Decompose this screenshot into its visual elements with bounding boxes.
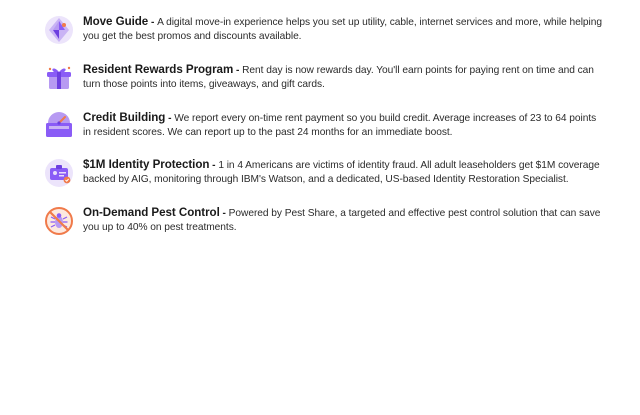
compass-icon [44,15,74,45]
title-separator: - [219,208,229,219]
feature-description: Rent day is now rewards day. You'll earn points for paying rent on time and can turn those points into items, giveaways, and gift cards. [83,65,594,90]
feature-pest-control [44,206,604,236]
no-pests-icon [44,206,74,236]
feature-text [83,15,604,43]
feature-description: Powered by Pest Share, a targeted and effective pest control solution that can save you up to 40% on pest treatments. [83,208,601,233]
feature-text [83,206,604,234]
feature-resident-rewards [44,63,604,93]
feature-text [83,63,604,91]
identity-protection-icon [44,158,74,188]
feature-title: $1M Identity Protection [83,158,210,171]
feature-text [83,158,604,186]
feature-credit-building [44,111,604,141]
title-separator: - [148,17,158,28]
feature-title: Credit Building [83,111,166,124]
title-separator: - [233,65,243,76]
feature-title: Move Guide [83,15,149,28]
credit-score-icon [44,111,74,141]
gift-icon [44,63,74,93]
title-separator: - [165,113,175,124]
feature-move-guide [44,15,604,45]
feature-text [83,111,604,139]
feature-title: On-Demand Pest Control [83,206,220,219]
title-separator: - [209,160,219,171]
feature-identity-protection [44,158,604,188]
feature-description: A digital move-in experience helps you set up utility, cable, internet services and more, while helping you get the best promos and discounts available. [83,17,602,42]
feature-title: Resident Rewards Program [83,63,234,76]
feature-description: We report every on-time rent payment so you build credit. Average increases of 23 to 64 points in resident scores. We can report up to the past 24 months for an immediate boost. [83,113,597,138]
feature-description: 1 in 4 Americans are victims of identity fraud. All adult leaseholders get $1M coverage backed by AIG, monitoring through IBM's Watson, and a dedicated, US-based Identity Restoration Specialist. [83,160,600,185]
